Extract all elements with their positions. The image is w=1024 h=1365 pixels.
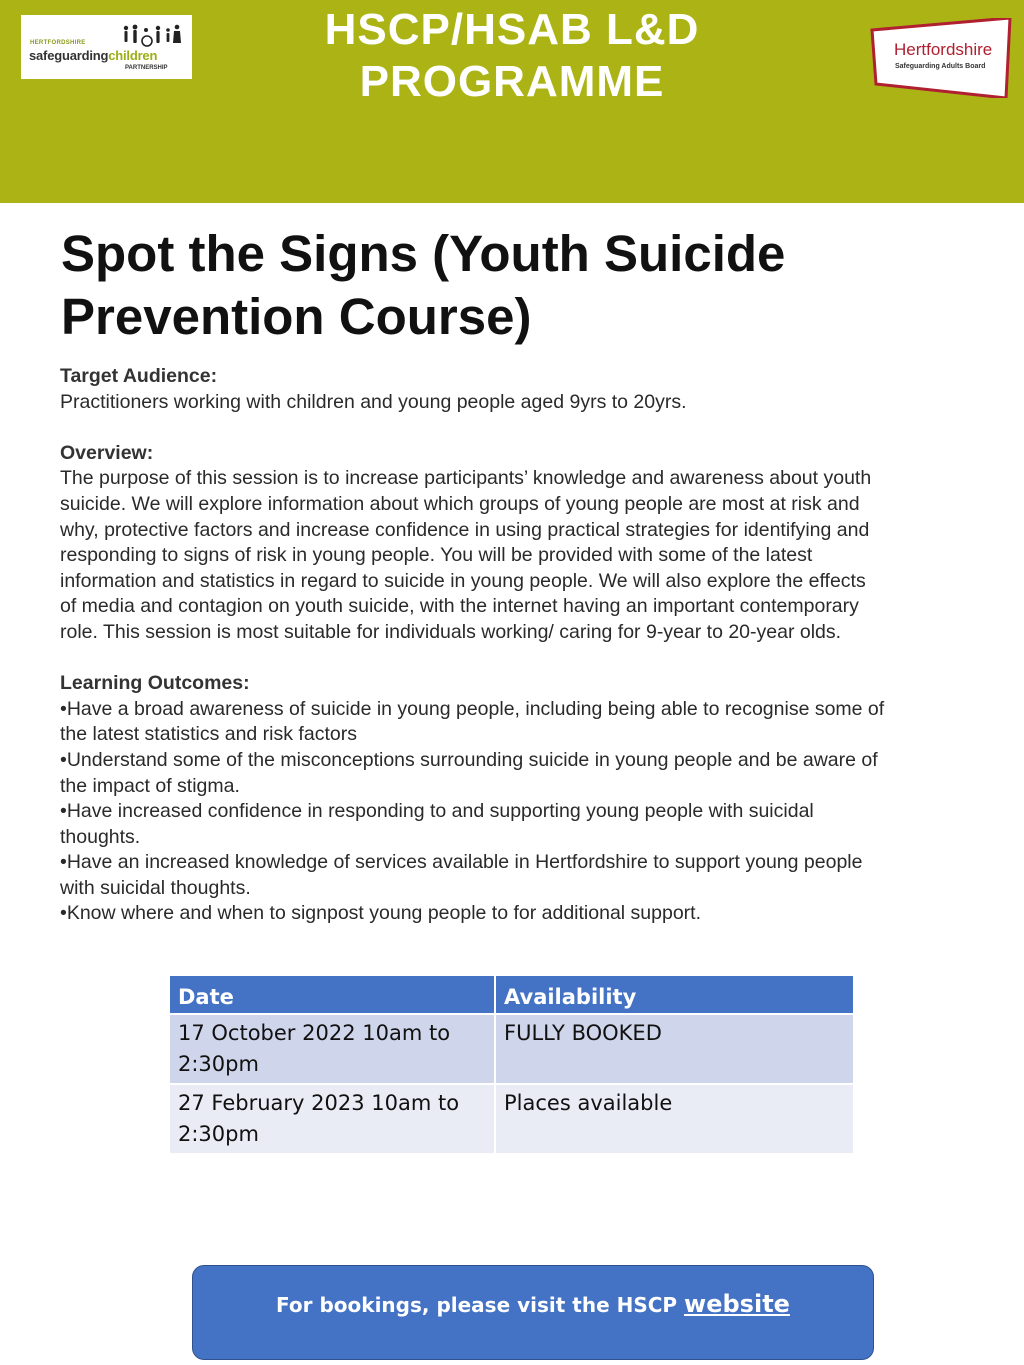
- overview-heading: Overview:: [60, 441, 154, 464]
- table-header-row: [170, 976, 853, 1014]
- overview-line: responding to signs of risk in young people. You will be provided with some of the latest: [60, 544, 813, 567]
- website-link[interactable]: website: [684, 1290, 790, 1318]
- outcome-line: the impact of stigma.: [60, 774, 240, 797]
- programme-title: [212, 4, 812, 108]
- adults-board-name: Hertfordshire: [894, 40, 993, 59]
- course-title-line2: Prevention Course): [61, 288, 532, 345]
- spacer: [60, 646, 990, 672]
- safeguarding-adults-board-logo: [870, 18, 1012, 98]
- availability-cell: FULLY BOOKED: [495, 1014, 853, 1084]
- adults-board-tag: Safeguarding Adults Board: [895, 63, 986, 70]
- outcome-line: thoughts.: [60, 825, 141, 848]
- programme-title-line1: HSCP/HSAB L&D: [324, 5, 700, 54]
- outcomes-heading: Learning Outcomes:: [60, 672, 250, 695]
- booking-text: For bookings, please visit the HSCP: [276, 1293, 685, 1317]
- overview-line: The purpose of this session is to increase participants’ knowledge and awareness about youth: [60, 467, 872, 490]
- overview-line: of media and contagion on youth suicide, with the internet having an important contemporary: [60, 595, 859, 618]
- programme-title-line2: PROGRAMME: [359, 57, 665, 106]
- people-figures-icon: [121, 24, 183, 48]
- outcome-line: •Know where and when to signpost young people to for additional support.: [60, 902, 702, 925]
- outcome-line: •Have an increased knowledge of services available in Hertfordshire to support young people: [60, 851, 863, 874]
- outcome-line: •Have increased confidence in responding to and supporting young people with suicidal: [60, 800, 814, 823]
- booking-banner: [192, 1265, 874, 1360]
- header-banner: [0, 0, 1024, 203]
- audience-heading: Target Audience:: [60, 365, 218, 387]
- logo-main-text: [29, 48, 157, 63]
- logo-main-b: children: [108, 48, 158, 63]
- overview-line: role. This session is most suitable for individuals working/ caring for 9-year to 20-year olds.: [60, 620, 842, 643]
- date-line: 2:30pm: [178, 1052, 259, 1076]
- table-row: [170, 1084, 853, 1154]
- table-row: [170, 1014, 853, 1084]
- course-title: [61, 222, 961, 348]
- spacer: [60, 415, 990, 441]
- outcome-line: •Have a broad awareness of suicide in young people, including being able to recognise some of: [60, 697, 885, 720]
- overview-line: why, protective factors and increase confidence in using practical strategies for identifying and: [60, 518, 870, 541]
- availability-column-header: Availability: [495, 976, 853, 1014]
- outcome-line: •Understand some of the misconceptions surrounding suicide in young people and be aware of: [60, 748, 878, 771]
- overview-line: suicide. We will explore information about which groups of young people are most at risk and: [60, 492, 860, 515]
- outcome-line: with suicidal thoughts.: [60, 876, 251, 899]
- safeguarding-children-logo: [21, 15, 192, 79]
- availability-cell: Places available: [495, 1084, 853, 1154]
- date-column-header: Date: [170, 976, 495, 1014]
- date-line: 2:30pm: [178, 1122, 259, 1146]
- audience-text: Practitioners working with children and young people aged 9yrs to 20yrs.: [60, 390, 687, 413]
- course-details: [60, 364, 990, 927]
- outcome-line: the latest statistics and risk factors: [60, 723, 357, 746]
- logo-small-text: HERTFORDSHIRE: [30, 40, 86, 46]
- date-cell: [170, 1014, 495, 1084]
- overview-line: information and statistics in regard to suicide in young people. We will also explore the effects: [60, 569, 866, 592]
- date-line: 27 February 2023 10am to: [178, 1091, 460, 1115]
- logo-main-a: safeguarding: [29, 48, 109, 63]
- course-title-line1: Spot the Signs (Youth Suicide: [61, 225, 786, 282]
- booking-line: [193, 1290, 873, 1318]
- logo-sub-text: PARTNERSHIP: [125, 65, 168, 71]
- sessions-table: [170, 976, 853, 1155]
- date-line: 17 October 2022 10am to: [178, 1021, 451, 1045]
- date-cell: [170, 1084, 495, 1154]
